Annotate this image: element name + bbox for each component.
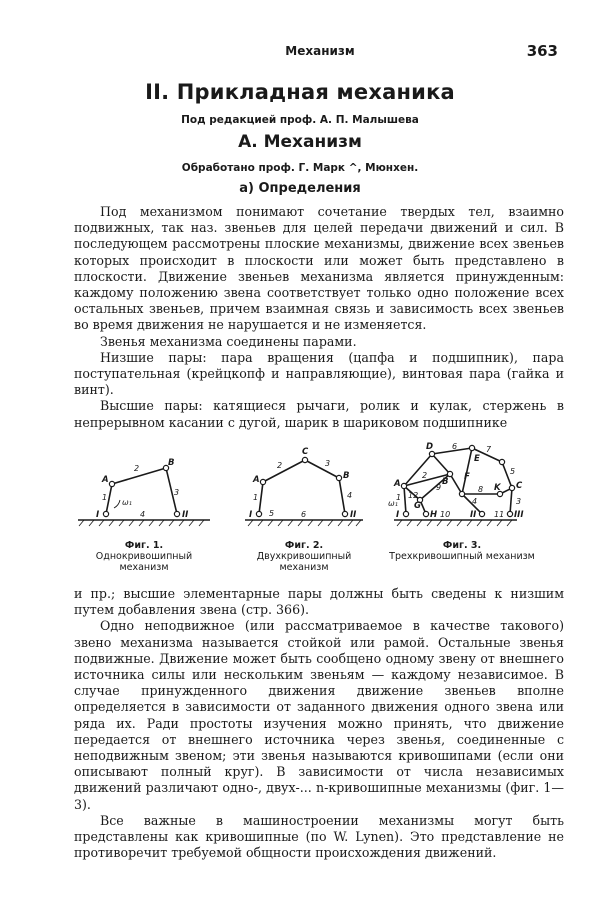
fig2-label: II <box>350 510 357 520</box>
fig1-label: 3 <box>174 488 180 497</box>
figure-2-number: Фиг. 2. <box>284 540 324 551</box>
paragraph-higher-pairs: Высшие пары: катящиеся рычаги, ролик и кулак, стержень в непрерывном касании с дугой, шарик в шариковом подшипнике <box>74 398 564 430</box>
fig3-label: 3 <box>516 497 522 506</box>
fig1-label: B <box>168 458 175 468</box>
figure-3-diagram <box>382 438 542 538</box>
joint-I <box>256 511 261 516</box>
fig2-label: A <box>253 475 260 485</box>
fig2-label: 4 <box>347 491 353 500</box>
link-EF <box>462 448 472 494</box>
figure-1-caption-text: Однокривошипный механизм <box>95 551 193 573</box>
fig3-label: K <box>494 483 501 493</box>
joint-A <box>260 479 265 484</box>
editor-line: Под редакцией проф. А. П. Малышева <box>181 114 419 126</box>
figure-2-diagram <box>239 438 369 538</box>
fig3-label: 4 <box>472 497 478 506</box>
fig1-label: 4 <box>140 510 146 519</box>
fig1-label: 1 <box>102 493 108 502</box>
fig3-label: 12 <box>408 491 419 500</box>
joint-H <box>423 511 428 516</box>
joint-II <box>342 511 347 516</box>
fig2-label: 3 <box>325 459 331 468</box>
fig3-label: 10 <box>440 510 451 519</box>
fig3-label: 2 <box>422 471 428 480</box>
fig2-label: 2 <box>277 461 283 470</box>
joint-A <box>401 483 406 488</box>
fig1-label: ω₁ <box>122 498 132 507</box>
processed-by-line: Обработано проф. Г. Марк ^, Мюнхен. <box>181 162 419 174</box>
fig1-label: A <box>102 475 109 485</box>
fig2-label: 6 <box>301 510 307 519</box>
running-title: Механизм <box>285 44 355 58</box>
joint-A <box>109 481 114 486</box>
paragraph-lower-pairs: Низшие пары: пара вращения (цапфа и подшипник), пара поступательная (крейцкопф и направляющие), винтовая пара (гайка и винт). <box>74 349 564 398</box>
fig3-label: I <box>396 510 400 520</box>
fig2-label: 1 <box>253 493 259 502</box>
fig3-label: E <box>474 454 480 464</box>
joint-F <box>459 491 464 496</box>
joint-upper-right <box>499 459 504 464</box>
fig3-label: II <box>470 510 477 520</box>
link-D <box>404 454 432 486</box>
fig3-label: B <box>442 477 449 487</box>
joint-I <box>403 511 408 516</box>
link-8 <box>450 474 462 494</box>
fig1-label: 2 <box>134 464 140 473</box>
fig3-label: A <box>394 479 401 489</box>
crank-I <box>404 486 406 514</box>
joint-E <box>469 445 474 450</box>
joint-III <box>507 511 512 516</box>
figure-3-number: Фиг. 3. <box>442 540 482 551</box>
right-coupler-link <box>305 460 339 478</box>
figure-3-caption-text: Трехкривошипный механизм <box>389 551 535 562</box>
section-title: А. Механизм <box>238 132 362 152</box>
paragraph-pairs: Звенья механизма соединены парами. <box>100 333 357 349</box>
link-DB <box>432 454 450 474</box>
figure-1-diagram <box>74 438 214 538</box>
joint-II <box>479 511 484 516</box>
figure-1 <box>74 438 214 573</box>
figure-2-caption <box>239 540 369 573</box>
joint-B <box>336 475 341 480</box>
left-coupler-link <box>263 460 305 482</box>
fig2-label: I <box>249 510 253 520</box>
figure-3-caption <box>382 540 542 562</box>
fig3-label: III <box>514 510 524 520</box>
figure-1-number: Фиг. 1. <box>124 540 164 551</box>
paragraph-definition: Под механизмом понимают сочетание твердых тел, взаимно подвижных, так наз. звеньев для целей передачи движений и сил. В последующем рассмотрены плоские механизмы, движение всех звеньев которых происходит в плоскости или может быть представлено в плоскости. Движение звеньев механизма является принужденным: каждому положению звена соответствует только одно положение всех остальных звеньев, причем взаимная связь и зависимость всех звеньев во время движения не нарушается и не изменяется. <box>74 204 564 333</box>
fig3-label: ω₁ <box>388 499 398 508</box>
joint-C <box>302 457 307 462</box>
fig1-label: I <box>96 510 100 520</box>
joint-D <box>429 451 434 456</box>
fig1-label: II <box>182 510 189 520</box>
joint-II <box>174 511 179 516</box>
body-text-bottom <box>74 586 564 861</box>
figure-3 <box>382 438 542 562</box>
fig2-label: 5 <box>269 509 275 518</box>
subsection-title: а) Определения <box>239 181 361 196</box>
fig3-label: C <box>516 481 523 491</box>
joint-B <box>447 471 452 476</box>
crank-III <box>510 488 512 514</box>
figures-row <box>74 438 564 588</box>
fig3-label: 5 <box>510 467 516 476</box>
running-head <box>70 44 570 64</box>
figure-1-caption <box>74 540 214 573</box>
left-crank-link <box>259 482 263 514</box>
paragraph-higher-pairs-continued: и пр.; высшие элементарные пары должны быть сведены к низшим путем добавления звена (стр. 366). <box>74 586 564 618</box>
joint-I <box>103 511 108 516</box>
fig3-label: 8 <box>478 485 484 494</box>
fig3-label: H <box>430 510 438 520</box>
figure-2 <box>239 438 369 573</box>
fig3-label: G <box>414 501 421 511</box>
figure-2-caption-text: Двухкривошипный механизм <box>256 551 352 573</box>
fig3-label: 1 <box>396 493 402 502</box>
fig2-label: C <box>302 447 309 457</box>
joint-C <box>509 485 514 490</box>
right-crank-link <box>339 478 345 514</box>
fig3-label: 11 <box>494 510 505 519</box>
chapter-title: II. Прикладная механика <box>145 80 455 104</box>
fig3-label: 6 <box>452 442 458 451</box>
page-number: 363 <box>526 42 558 60</box>
paragraph-lynen: Все важные в машиностроении механизмы могут быть представлены как кривошипные (по W. Lynen). Это представление не противоречит требуемой общности происхождения движений. <box>74 812 564 861</box>
fig2-label: B <box>343 471 350 481</box>
fig3-label: F <box>464 472 470 482</box>
body-text-top <box>74 204 564 431</box>
fig3-label: D <box>426 442 434 452</box>
fig3-label: 7 <box>486 445 492 454</box>
fig3-label: 9 <box>436 483 442 492</box>
paragraph-frame: Одно неподвижное (или рассматриваемое в качестве такового) звено механизма называется стойкой или рамой. Остальные звенья подвижные. Движение может быть сообщено одному звену от внешнего источника силы или нескольким звеньям — каждому независимое. В случае принужденного движения движение звеньев вполне определяется в зависимости от заданного движения одного звена или ряда их. Ради простоты изучения можно принять, что движение передается от внешнего источника через звенья, соединенные с неподвижным звеном; эти звенья называются кривошипами (если они описывают полный круг). В зависимости от числа независимых движений различают одно-, двух-... n-кривошипные механизмы (фиг. 1—3). <box>74 618 564 812</box>
